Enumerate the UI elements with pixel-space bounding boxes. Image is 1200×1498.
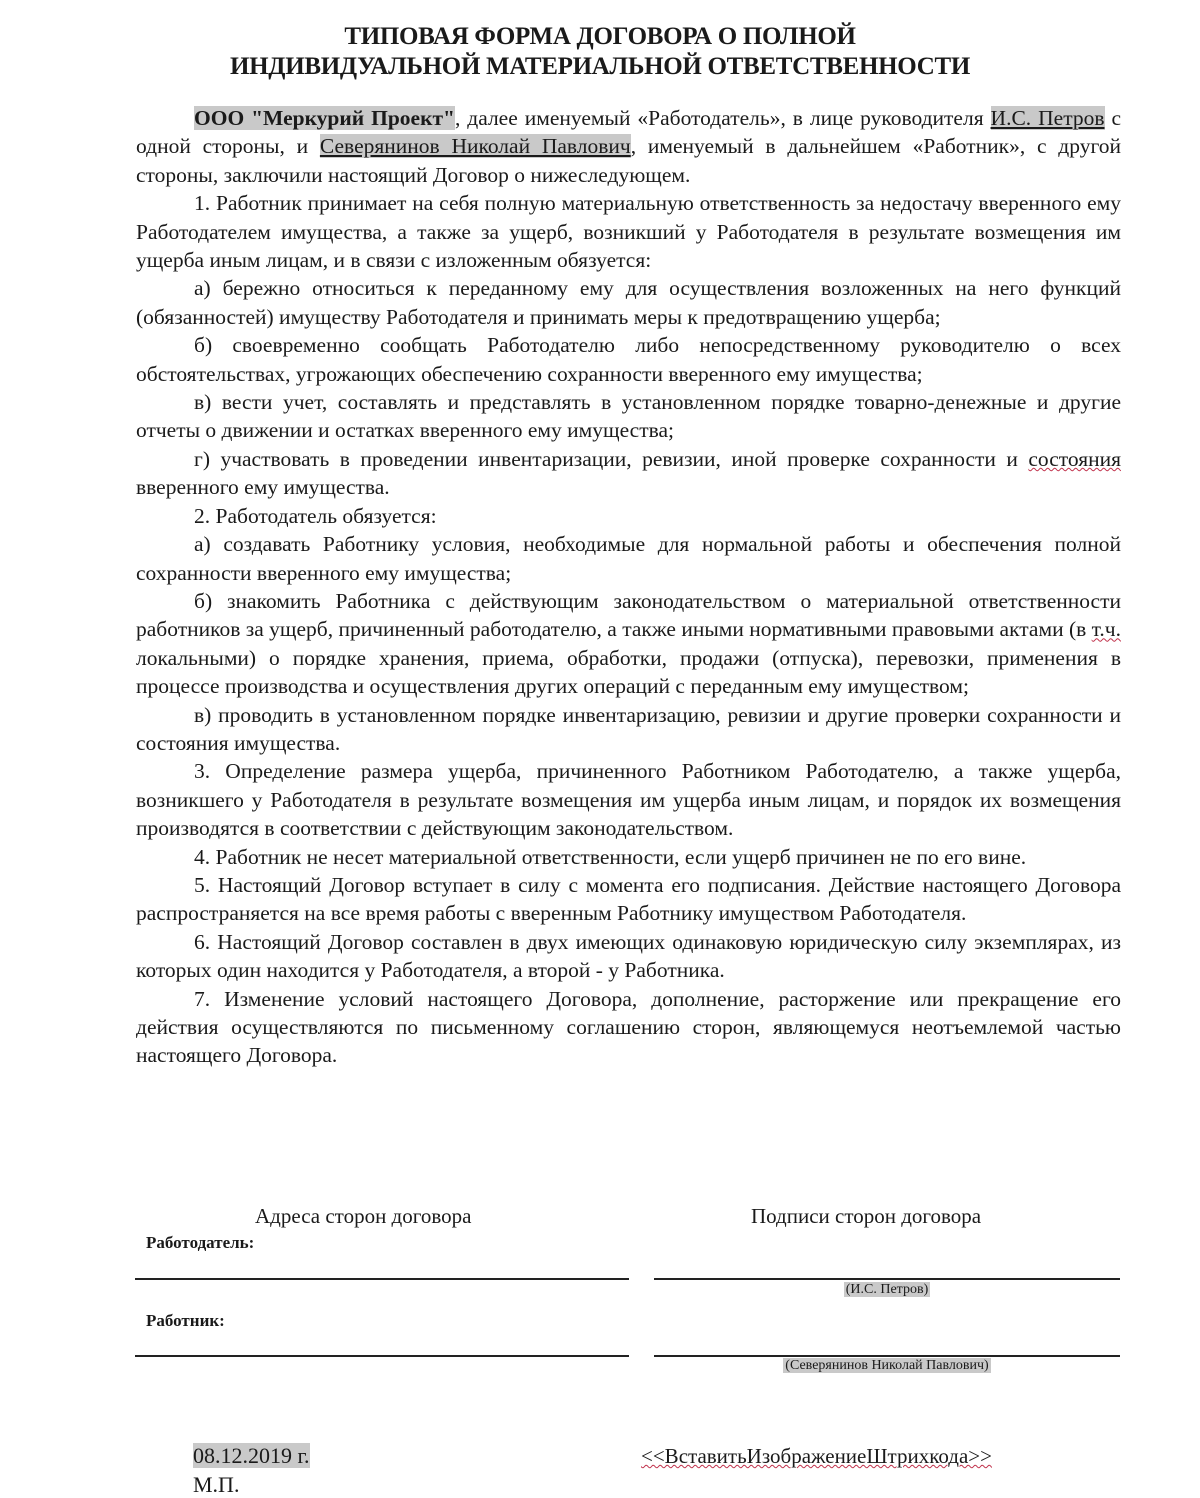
clause-5: 5. Настоящий Договор вступает в силу с момента его подписания. Действие настоящего Договора распространяется на все время работы с вверенным Работнику имуществом Работодателя.: [136, 872, 1121, 926]
clause-1b: б) своевременно сообщать Работодателю либо непосредственному руководителю о всех обстоятельствах, угрожающих обеспечению сохранности вверенного ему имущества;: [136, 333, 1121, 386]
employer-address-line[interactable]: [135, 1278, 629, 1280]
barcode-placeholder[interactable]: <<ВставитьИзображениеШтрихкода>>: [641, 1444, 992, 1468]
employee-signature-line[interactable]: [654, 1355, 1120, 1357]
clause-2a: а) создавать Работнику условия, необходимые для нормальной работы и обеспечения полной сохранности вверенного ему имущества;: [136, 532, 1121, 585]
spellcheck-word: т.ч.: [1091, 617, 1121, 642]
employee-address-line[interactable]: [135, 1355, 629, 1357]
employee-signature-caption: (Северянинов Николай Павлович): [785, 1358, 989, 1373]
company-name-field[interactable]: ООО "Меркурий Проект": [194, 106, 455, 130]
clause-4: 4. Работник не несет материальной ответственности, если ущерб причинен не по его вине.: [194, 844, 1027, 869]
employer-label: Работодатель:: [146, 1233, 255, 1252]
clause-1: 1. Работник принимает на себя полную материальную ответственность за недостачу вверенного ему Работодателем имущества, а также за ущерб, возникший у Работодателя в результате возмещения им ущерба иным лицам, и в связи с изложенным обязуется:: [136, 191, 1121, 273]
clause-3: 3. Определение размера ущерба, причиненного Работником Работодателю, а также ущерба, возникшего у Работодателя в результате возмещения им ущерба иным лицам, и порядок их возмещения производятся в соответствии с действующим законодательством.: [136, 759, 1121, 841]
title-line-1: ТИПОВАЯ ФОРМА ДОГОВОРА О ПОЛНОЙ: [344, 23, 856, 50]
addresses-heading: Адреса сторон договора: [255, 1204, 472, 1228]
clause-1a: а) бережно относиться к переданному ему для осуществления возложенных на него функций (обязанностей) имуществу Работодателя и принимать меры к предотвращению ущерба;: [136, 276, 1121, 329]
spellcheck-word: состояния: [1028, 446, 1121, 471]
employer-signature-line[interactable]: [654, 1278, 1120, 1280]
clause-6: 6. Настоящий Договор составлен в двух имеющих одинаковую юридическую силу экземплярах, из которых один находится у Работодателя, а второй - у Работника.: [136, 929, 1121, 983]
clause-1c: в) вести учет, составлять и представлять в установленном порядке товарно-денежные и другие отчеты о движении и остатках вверенного ему имущества;: [136, 390, 1121, 443]
employee-label: Работник:: [146, 1311, 225, 1330]
clause-7: 7. Изменение условий настоящего Договора, дополнение, расторжение или прекращение его действия осуществляются по письменному соглашению сторон, являющемуся неотъемлемой частью настоящего Договора.: [136, 986, 1121, 1068]
document-title: [0, 22, 1200, 82]
manager-name-field[interactable]: И.С. Петров: [990, 106, 1105, 130]
clause-2: 2. Работодатель обязуется:: [194, 503, 437, 528]
employee-name-field[interactable]: Северянинов Николай Павлович: [319, 134, 631, 159]
employer-signature-caption: (И.С. Петров): [845, 1282, 929, 1297]
contract-body: [136, 104, 1121, 1070]
contract-date[interactable]: 08.12.2019 г.: [193, 1443, 310, 1468]
intro-paragraph: ООО "Меркурий Проект", далее именуемый «Работодатель», в лице руководителя И.С. Петров с одной стороны, и Северянинов Николай Павлович, именуемый в дальнейшем «Работник», с другой стороны, заключили настоящий Договор о нижеследующем.: [136, 106, 1121, 187]
clause-2b: б) знакомить Работника с действующим законодательством о материальной ответственности работников за ущерб, причиненный работодателю, а также иными нормативными правовыми актами (в т.ч. локальными) о порядке хранения, приема, обработки, продажи (отпуска), перевозки, применения в процессе производства и осуществления других операций с переданным ему имуществом;: [136, 588, 1121, 699]
clause-2c: в) проводить в установленном порядке инвентаризацию, ревизии и другие проверки сохранности и состояния имущества.: [136, 702, 1121, 755]
signatures-heading: Подписи сторон договора: [751, 1204, 982, 1228]
title-line-2: ИНДИВИДУАЛЬНОЙ МАТЕРИАЛЬНОЙ ОТВЕТСТВЕННОСТИ: [230, 53, 970, 80]
seal-label: М.П.: [193, 1472, 240, 1497]
clause-1d: г) участвовать в проведении инвентаризации, ревизии, иной проверке сохранности и состояния вверенного ему имущества.: [136, 446, 1121, 500]
